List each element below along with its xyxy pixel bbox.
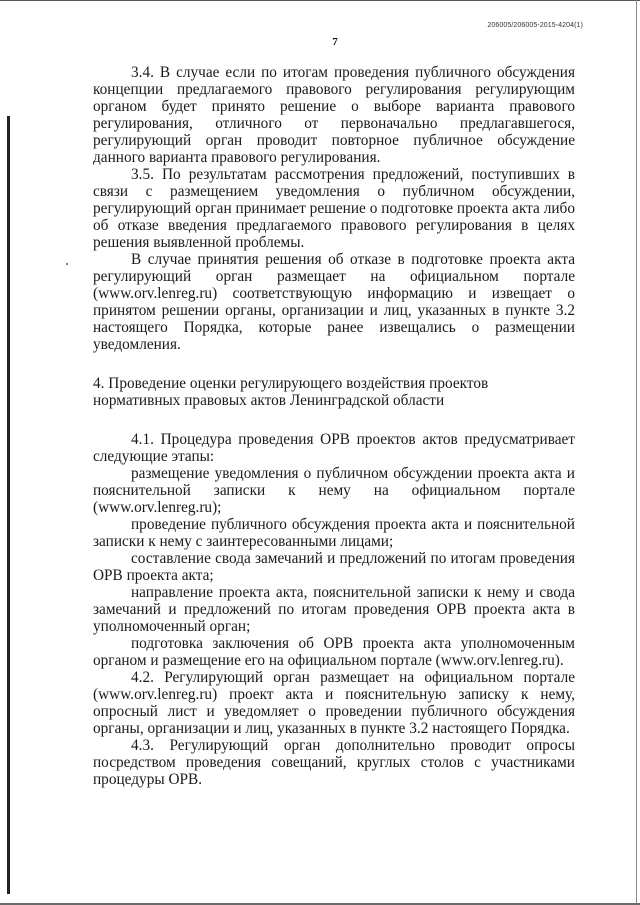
paragraph-4-2: 4.2. Регулирующий орган размещает на официальном портале (www.orv.lenreg.ru) проект акта и пояснительную записку к нему, опросный лист и уведомляет о проведении публичного обсуждения органы, организации и лиц, указанных в пункте 3.2 настоящего Порядка. — [93, 669, 575, 737]
section-4-heading — [93, 375, 575, 409]
paragraph-4-1: 4.1. Процедура проведения ОРВ проектов актов предусматривает следующие этапы: — [93, 431, 575, 465]
paragraph-refusal: В случае принятия решения об отказе в подготовке проекта акта регулирующий орган размещает на официальном портале (www.orv.lenreg.ru) соответствующую информацию и извещает о принятом решении органы, организации и лиц, указанных в пункте 3.2 настоящего Порядка, которые ранее извещались о размещении уведомления. — [93, 251, 575, 353]
document-id: 206005/206005-2015-4204(1) — [487, 22, 583, 29]
scan-speck — [66, 263, 68, 265]
paragraph-3-5: 3.5. По результатам рассмотрения предложений, поступивших в связи с размещением уведомления о публичном обсуждении, регулирующий орган принимает решение о подготовке проекта акта либо об отказе введения предлагаемого правового регулирования в целях решения выявленной проблемы. — [93, 166, 575, 251]
section-heading-line-2: нормативных правовых актов Ленинградской области — [93, 392, 445, 409]
list-item-stage-2: проведение публичного обсуждения проекта акта и пояснительной записки к нему с заинтересованными лицами; — [93, 516, 575, 550]
list-item-stage-5: подготовка заключения об ОРВ проекта акта уполномоченным органом и размещение его на официальном портале (www.orv.lenreg.ru). — [93, 635, 575, 669]
paragraph-4-3: 4.3. Регулирующий орган дополнительно проводит опросы посредством проведения совещаний, круглых столов с участниками процедуры ОРВ. — [93, 737, 575, 788]
scan-margin-mark — [7, 116, 10, 894]
list-item-stage-3: составление свода замечаний и предложений по итогам проведения ОРВ проекта акта; — [93, 550, 575, 584]
list-item-stage-4: направление проекта акта, пояснительной записки к нему и свода замечаний и предложений по итогам проведения ОРВ проекта акта в уполномоченный орган; — [93, 584, 575, 635]
section-heading-line-1: 4. Проведение оценки регулирующего воздействия проектов — [93, 375, 489, 392]
list-item-stage-1: размещение уведомления о публичном обсуждении проекта акта и пояснительной записки к нему на официальном портале (www.orv.lenreg.ru); — [93, 465, 575, 516]
scan-edge-right — [636, 0, 637, 905]
paragraph-3-4: 3.4. В случае если по итогам проведения публичного обсуждения концепции предлагаемого правового регулирования регулирующим органом будет принято решение о выборе варианта правового регулирования, отличного от первоначально предлагавшегося, регулирующий орган проводит повторное публичное обсуждение данного варианта правового регулирования. — [93, 64, 575, 166]
document-body — [93, 64, 575, 788]
scan-edge-top — [0, 0, 640, 1]
page-number: 7 — [332, 36, 338, 48]
